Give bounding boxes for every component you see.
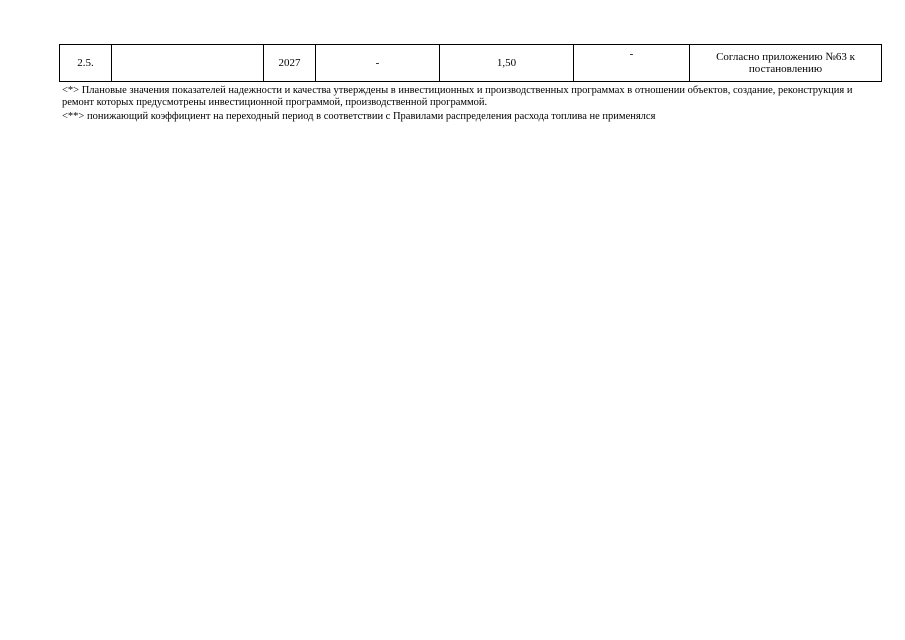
cell-dash: -	[316, 45, 440, 82]
cell-empty	[112, 45, 264, 82]
footnotes	[62, 85, 877, 125]
cell-row-number: 2.5.	[60, 45, 112, 82]
table-row	[60, 45, 882, 82]
cell-value: 1,50	[440, 45, 574, 82]
cell-dash-2: -	[574, 45, 690, 82]
cell-year: 2027	[264, 45, 316, 82]
footnote-2: <**> понижающий коэффициент на переходный период в соответствии с Правилами распределения расхода топлива не применялся	[62, 111, 656, 122]
footnote-1: <*> Плановые значения показателей надежности и качества утверждены в инвестиционных и производственных программах в отношении объектов, создание, реконструкция и ремонт которых предусмотрены инвестиционной программой, производственной программой.	[62, 85, 853, 108]
indicators-table	[59, 44, 882, 82]
cell-note: Согласно приложению №63 к постановлению	[690, 45, 882, 82]
